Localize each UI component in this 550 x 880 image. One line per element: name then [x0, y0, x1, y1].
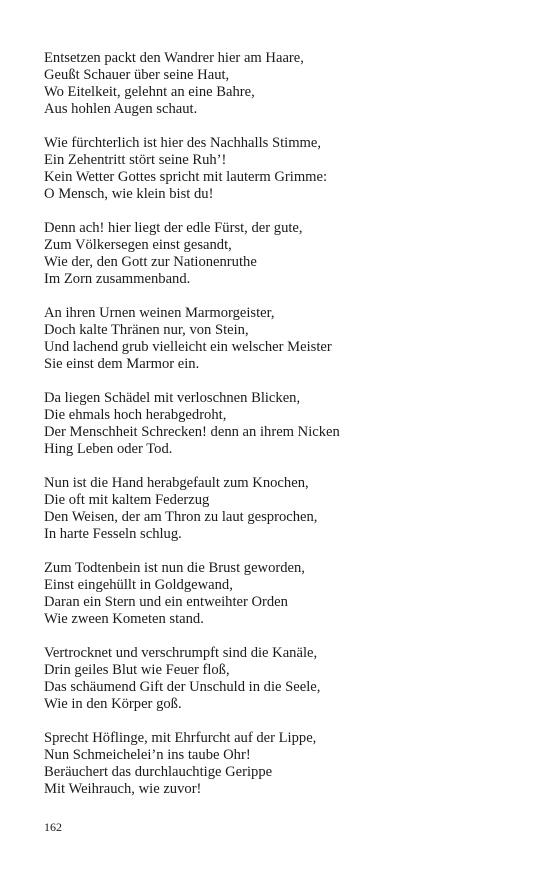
page-number: 162 — [44, 820, 62, 834]
verse-line: Das schäumend Gift der Unschuld in die Seele, — [44, 679, 321, 695]
stanza — [44, 560, 514, 628]
verse-line: Mit Weihrauch, wie zuvor! — [44, 781, 202, 797]
verse-line: Nun ist die Hand herabgefault zum Knochen, — [44, 475, 309, 491]
verse-line: Da liegen Schädel mit verloschnen Blicken, — [44, 390, 301, 406]
stanza — [44, 50, 514, 118]
verse-line: Doch kalte Thränen nur, von Stein, — [44, 322, 249, 338]
stanza — [44, 305, 514, 373]
verse-line: Zum Völkersegen einst gesandt, — [44, 237, 232, 253]
verse-line: Einst eingehüllt in Goldgewand, — [44, 577, 233, 593]
verse-line: Die oft mit kaltem Federzug — [44, 492, 210, 508]
verse-line: Der Menschheit Schrecken! denn an ihrem Nicken — [44, 424, 340, 440]
verse-line: Wie der, den Gott zur Nationenruthe — [44, 254, 257, 270]
verse-line: An ihren Urnen weinen Marmorgeister, — [44, 305, 275, 321]
verse-line: Nun Schmeichelei’n ins taube Ohr! — [44, 747, 251, 763]
verse-line: Geußt Schauer über seine Haut, — [44, 67, 230, 83]
verse-line: Wie in den Körper goß. — [44, 696, 182, 712]
verse-line: Im Zorn zusammenband. — [44, 271, 191, 287]
verse-line: Wie zween Kometen stand. — [44, 611, 204, 627]
stanza — [44, 475, 514, 543]
verse-line: Sprecht Höflinge, mit Ehrfurcht auf der Lippe, — [44, 730, 317, 746]
verse-line: Vertrocknet und verschrumpft sind die Kanäle, — [44, 645, 318, 661]
verse-line: Kein Wetter Gottes spricht mit lauterm Grimme: — [44, 169, 328, 185]
verse-line: In harte Fesseln schlug. — [44, 526, 182, 542]
verse-line: Drin geiles Blut wie Feuer floß, — [44, 662, 230, 678]
stanza — [44, 390, 514, 458]
verse-line: Zum Todtenbein ist nun die Brust geworden, — [44, 560, 305, 576]
verse-line: Beräuchert das durchlauchtige Gerippe — [44, 764, 273, 780]
verse-line: Entsetzen packt den Wandrer hier am Haare, — [44, 50, 304, 66]
verse-line: Den Weisen, der am Thron zu laut gesprochen, — [44, 509, 318, 525]
stanza — [44, 730, 514, 798]
verse-line: Daran ein Stern und ein entweihter Orden — [44, 594, 288, 610]
verse-line: Wie fürchterlich ist hier des Nachhalls Stimme, — [44, 135, 322, 151]
stanza — [44, 135, 514, 203]
verse-line: Denn ach! hier liegt der edle Fürst, der gute, — [44, 220, 303, 236]
verse-line: Ein Zehentritt stört seine Ruh’! — [44, 152, 227, 168]
verse-line: O Mensch, wie klein bist du! — [44, 186, 214, 202]
verse-line: Die ehmals hoch herabgedroht, — [44, 407, 227, 423]
verse-line: Sie einst dem Marmor ein. — [44, 356, 200, 372]
verse-line: Aus hohlen Augen schaut. — [44, 101, 198, 117]
poem-body — [44, 50, 514, 815]
stanza — [44, 645, 514, 713]
verse-line: Und lachend grub vielleicht ein welscher Meister — [44, 339, 332, 355]
verse-line: Hing Leben oder Tod. — [44, 441, 173, 457]
stanza — [44, 220, 514, 288]
verse-line: Wo Eitelkeit, gelehnt an eine Bahre, — [44, 84, 255, 100]
